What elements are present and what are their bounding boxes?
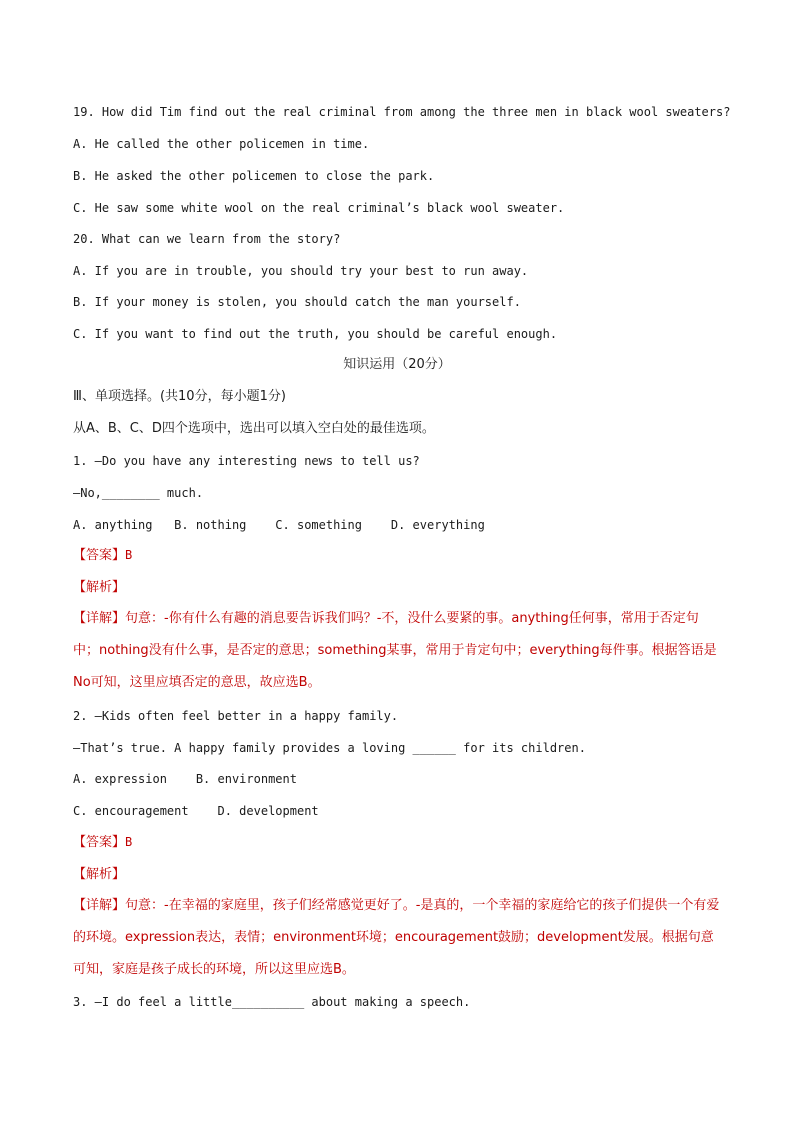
item-1-detail [73,603,723,699]
detail-label: 【详解】 [73,611,126,626]
item-2-answer [73,833,734,852]
q20-option-a: A. If you are in trouble, you should try your best to run away. [73,264,529,278]
item-1-analysis [73,578,734,597]
item-1-question: 1. —Do you have any interesting news to tell us? [73,454,420,468]
q19-option-a: A. He called the other policemen in time. [73,137,370,151]
item-2-detail-text: 句意：-在幸福的家庭里，孩子们经常感觉更好了。-是真的，一个幸福的家庭给它的孩子们提供一个有爱的环境。expression表达，表情；environment环境；encouragement鼓励；development发展。根据句意可知，家庭是孩子成长的环境，所以这里应选B。 [73,898,720,977]
answer-label: 【答案】 [73,835,126,850]
q20-option-b: B. If your money is stolen, you should catch the man yourself. [73,295,521,309]
item-2-analysis [73,865,734,884]
q20-option-c: C. If you want to find out the truth, you should be careful enough. [73,327,558,341]
analysis-label: 【解析】 [73,580,126,595]
item-2-response: —That’s true. A happy family provides a loving ______ for its children. [73,741,586,755]
item-3-question: 3. —I do feel a little__________ about making a speech. [73,995,471,1009]
item-2-detail [73,890,723,986]
q19-option-c: C. He saw some white wool on the real criminal’s black wool sweater. [73,201,565,215]
item-2-options-cd: C. encouragement D. development [73,804,319,818]
item-1-answer-value: B [125,548,133,562]
item-2-options-ab: A. expression B. environment [73,772,297,786]
section-instruction: 从A、B、C、D四个选项中，选出可以填入空白处的最佳选项。 [73,421,435,436]
section-part-heading: Ⅲ、单项选择。(共10分，每小题1分) [73,389,286,404]
item-1-response: —No,________ much. [73,486,204,500]
section-title: 知识运用（20分） [343,357,451,372]
item-2-answer-value: B [125,835,133,849]
question-20: 20. What can we learn from the story? [73,232,341,246]
answer-label: 【答案】 [73,548,126,563]
item-2-question: 2. —Kids often feel better in a happy family. [73,709,399,723]
item-1-answer [73,546,734,565]
question-19: 19. How did Tim find out the real criminal from among the three men in black wool sweaters? [73,105,731,119]
q19-option-b: B. He asked the other policemen to close the park. [73,169,435,183]
item-1-options: A. anything B. nothing C. something D. everything [73,518,485,532]
item-1-detail-text: 句意：-你有什么有趣的消息要告诉我们吗？-不，没什么要紧的事。anything任何事，常用于否定句中；nothing没有什么事，是否定的意思；something某事，常用于肯定句中；everything每件事。根据答语是No可知，这里应填否定的意思，故应选B。 [73,611,717,690]
detail-label: 【详解】 [73,898,126,913]
analysis-label: 【解析】 [73,867,126,882]
